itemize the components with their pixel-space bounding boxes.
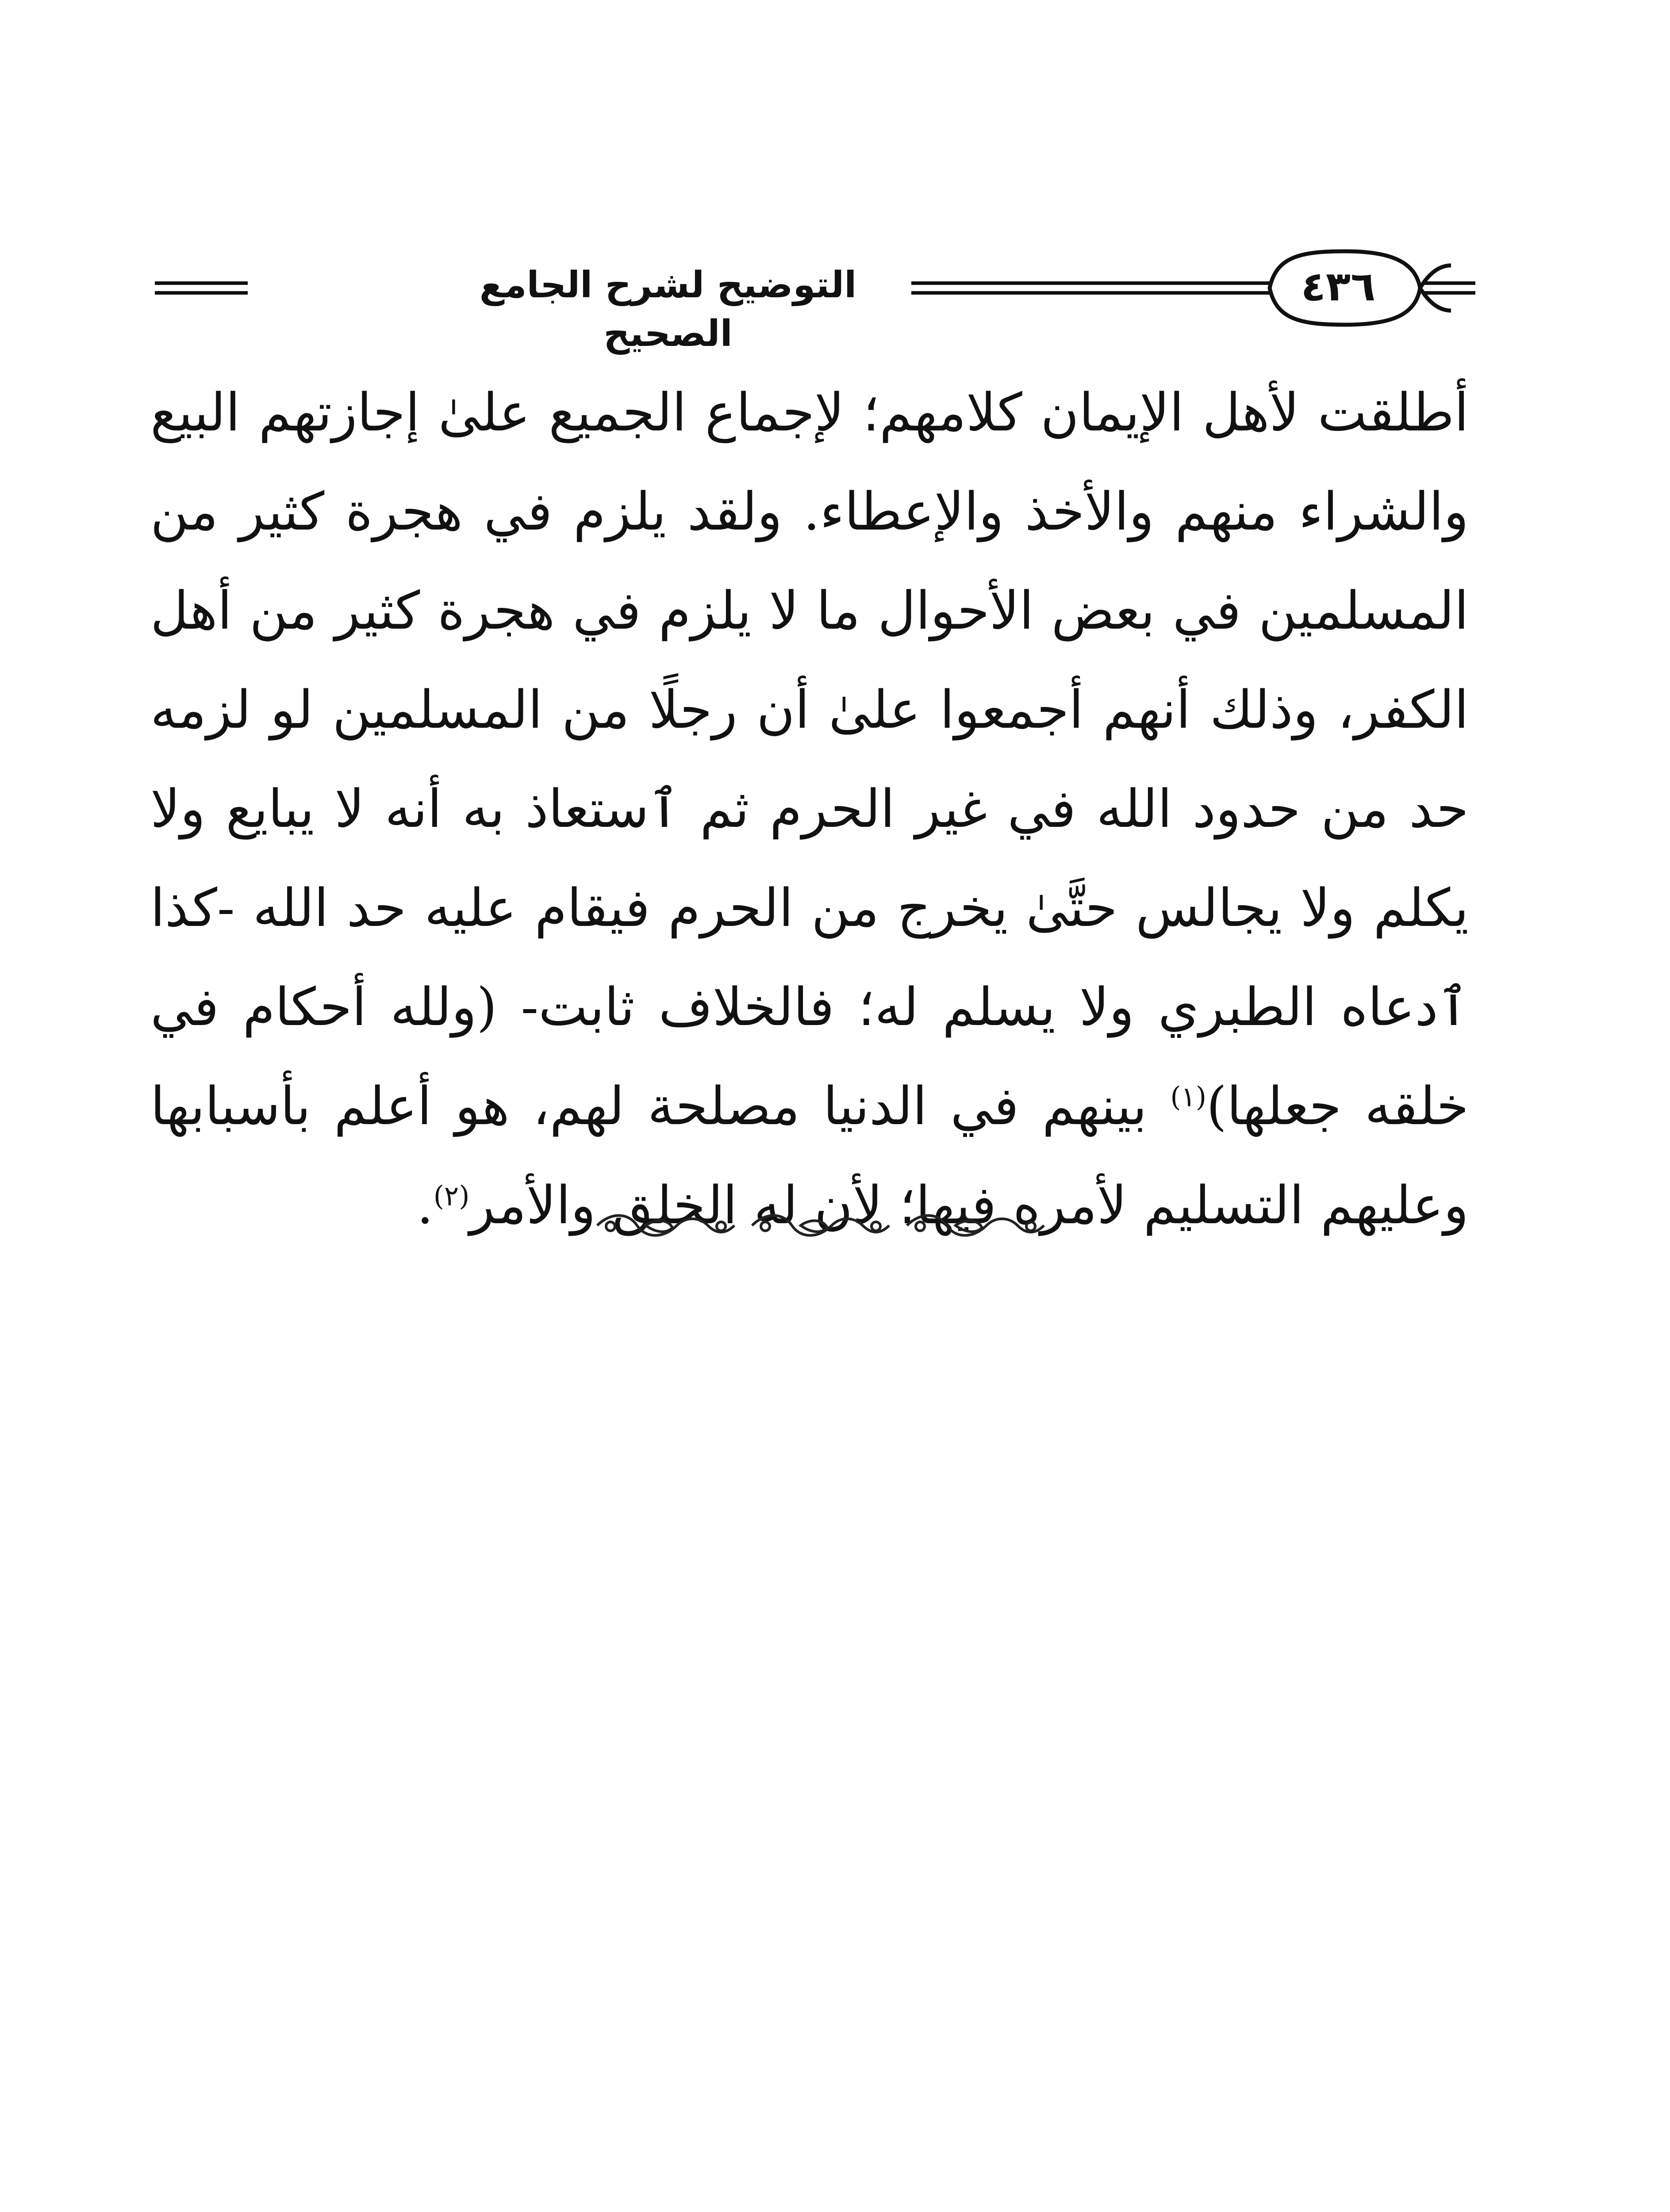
main-text	[150, 363, 1469, 1255]
running-title: التوضيح لشرح الجامع الصحيح	[425, 261, 911, 310]
main-paragraph	[150, 363, 1469, 1255]
footnote-ref-1: (١)	[1170, 1080, 1207, 1113]
footnote-ref-2: (٢)	[433, 1179, 470, 1212]
page-header	[150, 239, 1478, 355]
text-segment: بينهم في الدنيا مصلحة لهم، هو أعلم بأسبابها وعليهم التسليم لأمره فيها؛ لأن له الخلق والأمر	[150, 1075, 1469, 1236]
text-segment: .	[417, 1175, 434, 1236]
section-end-ornament	[584, 1208, 1053, 1243]
page-number: ٤٣٦	[1301, 263, 1376, 310]
text-segment: أطلقت لأهل الإيمان كلامهم؛ لإجماع الجميع علىٰ إجازتهم البيع والشراء منهم والأخذ والإعطاء. ولقد يلزم في هجرة كثير من المسلمين في بعض الأحوال ما لا يلزم في هجرة كثير من أهل الكفر، وذلك أنهم أجمعوا علىٰ أن رجلًا من المسلمين لو لزمه حد من حدود الله في غير الحرم ثم ٱستعاذ به أنه لا يبايع ولا يكلم ولا يجالس حتَّىٰ يخرج من الحرم فيقام عليه حد الله -كذا ٱدعاه الطبري ولا يسلم له؛ فالخلاف ثابت- (ولله أحكام في خلقه جعلها)	[150, 382, 1469, 1137]
